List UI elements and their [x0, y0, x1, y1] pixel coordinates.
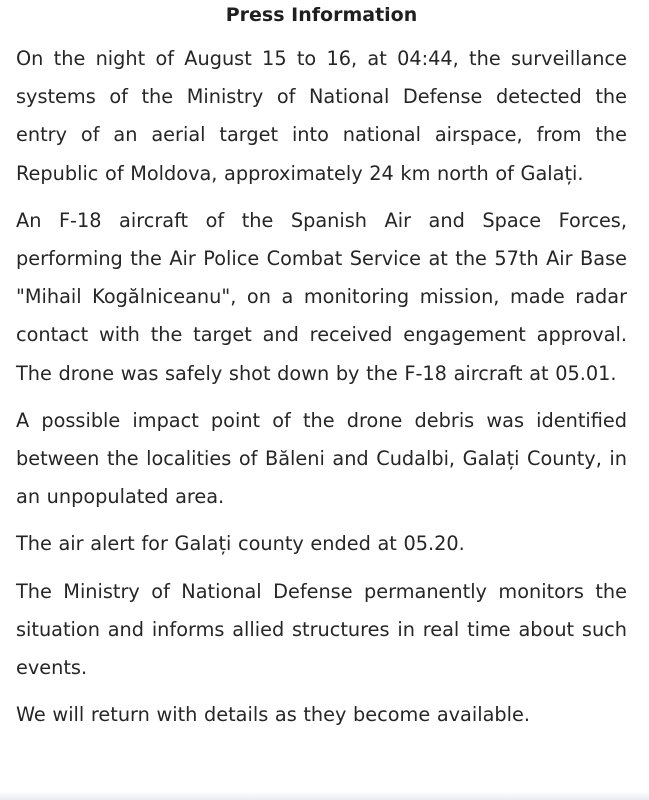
paragraph-air-alert: The air alert for Galați county ended at 05.20.	[16, 532, 465, 556]
paragraph-impact-point: A possible impact point of the drone debris was identified between the localities of Băleni and Cudalbi, Galați County, in an unpopulated area.	[16, 408, 627, 509]
paragraph-interception: An F-18 aircraft of the Spanish Air and Space Forces, performing the Air Police Combat Service at the 57th Air Base "Mihail Kogălniceanu", on a monitoring mission, made radar contact with the target and received engagement approval. The drone was safely shot down by the F-18 aircraft at 05.01.	[16, 208, 627, 385]
bottom-edge-shadow	[0, 791, 649, 800]
paragraph-monitoring: The Ministry of National Defense permanently monitors the situation and informs allied structures in real time about such events.	[16, 579, 627, 680]
paragraph-detection: On the night of August 15 to 16, at 04:44, the surveillance systems of the Ministry of National Defense detected the entry of an aerial target into national airspace, from the Republic of Moldova, approximately 24 km north of Galați.	[16, 47, 627, 185]
document-title: Press Information	[225, 4, 418, 26]
paragraph-closing: We will return with details as they become available.	[16, 703, 530, 727]
